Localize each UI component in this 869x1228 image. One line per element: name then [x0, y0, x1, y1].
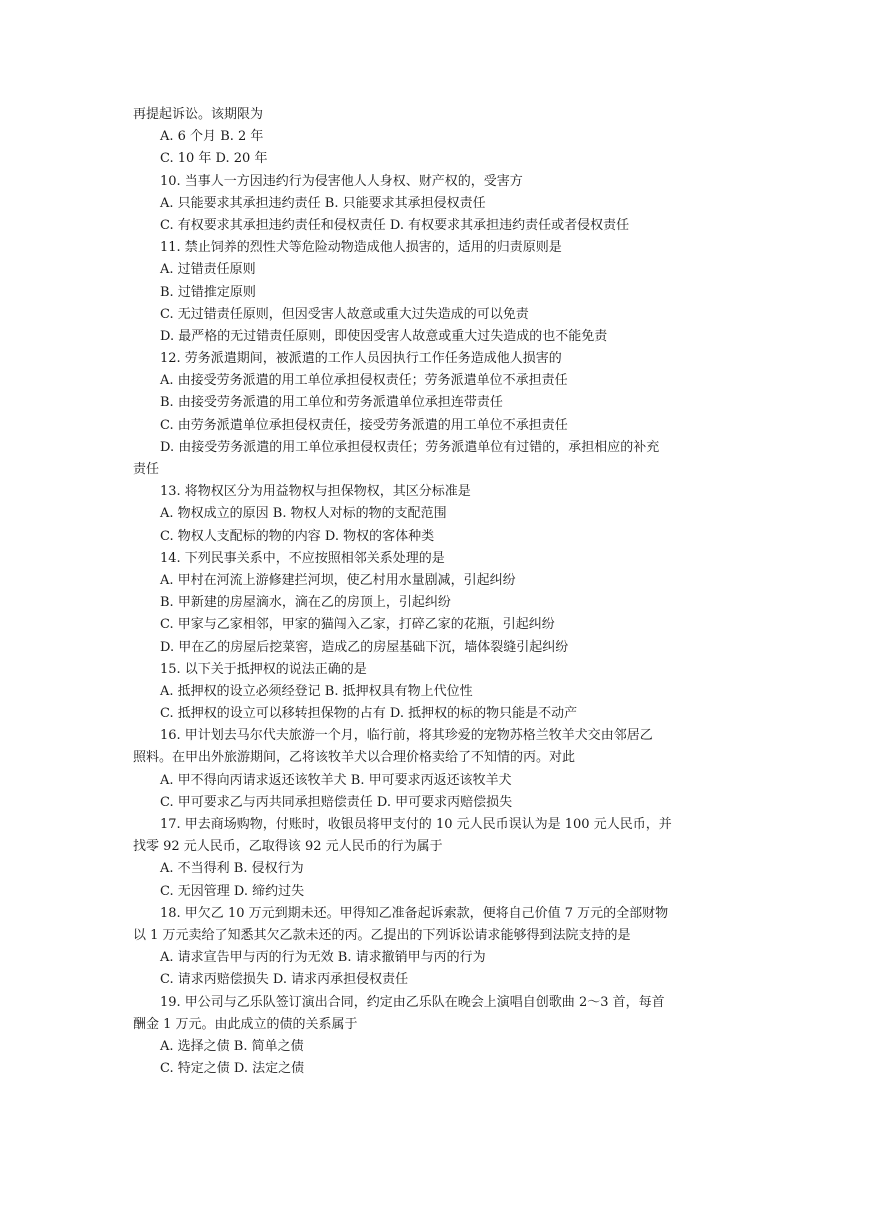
- option-line: C. 抵押权的设立可以移转担保物的占有 D. 抵押权的标的物只能是不动产: [160, 706, 578, 722]
- option-line: D. 由接受劳务派遣的用工单位承担侵权责任；劳务派遣单位有过错的，承担相应的补充: [160, 439, 660, 455]
- option-line: A. 物权成立的原因 B. 物权人对标的物的支配范围: [160, 506, 447, 522]
- text-line: 再提起诉讼。该期限为: [133, 107, 264, 122]
- option-line: A. 甲不得向丙请求返还该牧羊犬 B. 甲可要求丙返还该牧羊犬: [160, 772, 512, 788]
- option-line: C. 请求丙赔偿损失 D. 请求丙承担侵权责任: [160, 972, 409, 988]
- question-17: 17. 甲去商场购物，付账时，收银员将甲支付的 10 元人民币误认为是 100 元人民币，并: [160, 817, 672, 832]
- option-line: C. 10 年 D. 20 年: [160, 151, 268, 167]
- text-line: 找零 92 元人民币，乙取得该 92 元人民币的行为属于: [133, 839, 443, 855]
- question-11: 11. 禁止饲养的烈性犬等危险动物造成他人损害的，适用的归责原则是: [160, 240, 562, 256]
- text-line: 责任: [133, 462, 160, 477]
- question-18: 18. 甲欠乙 10 万元到期未还。甲得知乙准备起诉索款，便将自己价值 7 万元的全部财物: [160, 905, 669, 921]
- question-10: 10. 当事人一方因违约行为侵害他人人身权、财产权的，受害方: [160, 173, 523, 189]
- question-12: 12. 劳务派遣期间，被派遣的工作人员因执行工作任务造成他人损害的: [160, 351, 562, 367]
- option-line: A. 过错责任原则: [160, 262, 256, 278]
- question-19: 19. 甲公司与乙乐队签订演出合同，约定由乙乐队在晚会上演唱自创歌曲 2～3 首，每首: [160, 994, 665, 1010]
- question-15: 15. 以下关于抵押权的说法正确的是: [160, 661, 367, 677]
- option-line: D. 甲在乙的房屋后挖菜窖，造成乙的房屋基础下沉，墙体裂缝引起纠纷: [160, 639, 569, 655]
- option-line: A. 不当得利 B. 侵权行为: [160, 861, 304, 877]
- text-line: 以 1 万元卖给了知悉其欠乙款未还的丙。乙提出的下列诉讼请求能够得到法院支持的是: [133, 927, 631, 943]
- option-line: C. 特定之债 D. 法定之债: [160, 1061, 305, 1077]
- option-line: B. 由接受劳务派遣的用工单位和劳务派遣单位承担连带责任: [160, 395, 503, 411]
- option-line: A. 抵押权的设立必须经登记 B. 抵押权具有物上代位性: [160, 683, 473, 699]
- question-14: 14. 下列民事关系中，不应按照相邻关系处理的是: [160, 550, 445, 566]
- option-line: C. 有权要求其承担违约责任和侵权责任 D. 有权要求其承担违约责任或者侵权责任: [160, 217, 630, 233]
- option-line: D. 最严格的无过错责任原则，即使因受害人故意或重大过失造成的也不能免责: [160, 328, 608, 344]
- option-line: A. 6 个月 B. 2 年: [160, 129, 264, 145]
- question-13: 13. 将物权区分为用益物权与担保物权，其区分标准是: [160, 484, 471, 500]
- option-line: C. 甲家与乙家相邻，甲家的猫闯入乙家，打碎乙家的花瓶，引起纠纷: [160, 617, 555, 633]
- text-line: 酬金 1 万元。由此成立的债的关系属于: [133, 1016, 358, 1032]
- option-line: C. 无因管理 D. 缔约过失: [160, 883, 305, 899]
- option-line: A. 选择之债 B. 简单之债: [160, 1038, 304, 1054]
- option-line: A. 请求宣告甲与丙的行为无效 B. 请求撤销甲与丙的行为: [160, 950, 486, 966]
- option-line: C. 无过错责任原则，但因受害人故意或重大过失造成的可以免责: [160, 306, 529, 322]
- text-line: 照料。在甲出外旅游期间，乙将该牧羊犬以合理价格卖给了不知情的丙。对此: [133, 750, 576, 766]
- option-line: A. 只能要求其承担违约责任 B. 只能要求其承担侵权责任: [160, 195, 486, 211]
- document-body: [133, 104, 773, 1080]
- option-line: C. 物权人支配标的物的内容 D. 物权的客体种类: [160, 528, 435, 544]
- option-line: B. 过错推定原则: [160, 284, 256, 300]
- option-line: B. 甲新建的房屋滴水，滴在乙的房顶上，引起纠纷: [160, 595, 451, 611]
- option-line: A. 甲村在河流上游修建拦河坝，使乙村用水量剧减，引起纠纷: [160, 572, 516, 588]
- question-16: 16. 甲计划去马尔代夫旅游一个月，临行前，将其珍爱的宠物苏格兰牧羊犬交由邻居乙: [160, 728, 653, 744]
- option-line: C. 由劳务派遣单位承担侵权责任，接受劳务派遣的用工单位不承担责任: [160, 417, 568, 433]
- option-line: A. 由接受劳务派遣的用工单位承担侵权责任；劳务派遣单位不承担责任: [160, 373, 568, 389]
- option-line: C. 甲可要求乙与丙共同承担赔偿责任 D. 甲可要求丙赔偿损失: [160, 794, 513, 810]
